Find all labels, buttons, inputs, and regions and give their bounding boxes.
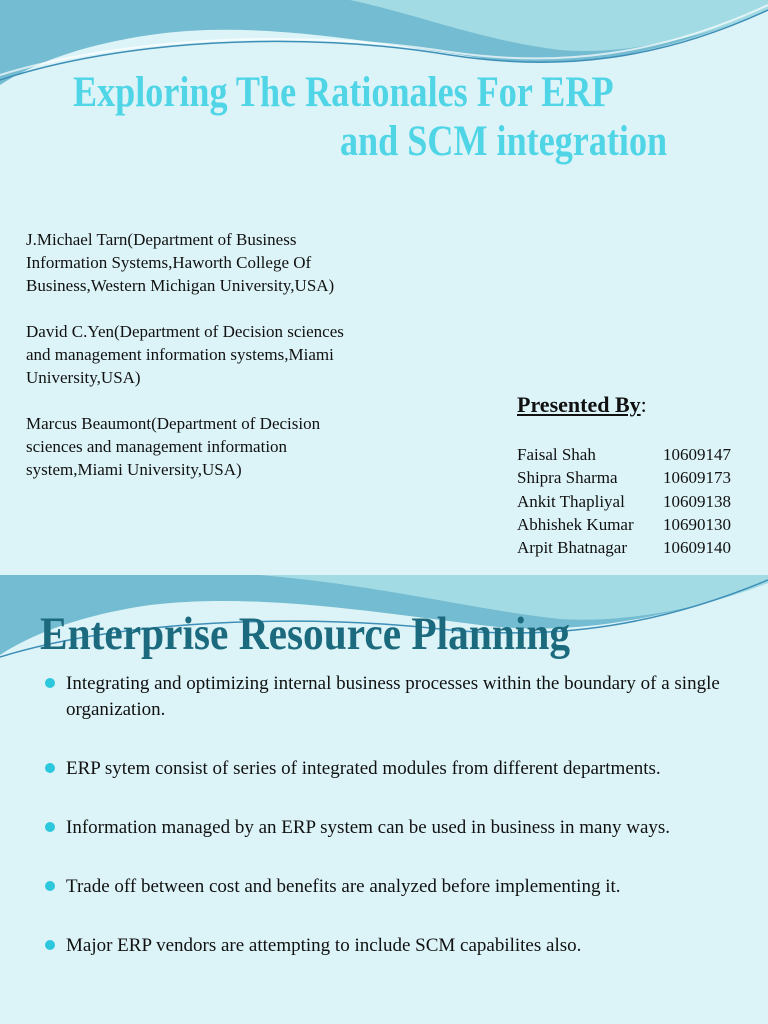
bullet-item: ERP sytem consist of series of integrated modules from different departments. bbox=[45, 756, 745, 782]
slide-title: Enterprise Resource Planning bbox=[40, 608, 571, 660]
bullet-list bbox=[45, 671, 745, 992]
bullet-item: Trade off between cost and benefits are analyzed before implementing it. bbox=[45, 874, 745, 900]
bullet-dot-icon bbox=[45, 678, 55, 688]
author: David C.Yen(Department of Decision sciences and management information systems,Miami University,USA) bbox=[26, 322, 344, 387]
bullet-dot-icon bbox=[45, 940, 55, 950]
bullet-item: Integrating and optimizing internal business processes within the boundary of a single organization. bbox=[45, 671, 745, 723]
bullet-dot-icon bbox=[45, 881, 55, 891]
author: J.Michael Tarn(Department of Business Information Systems,Haworth College Of Business,Western Michigan University,USA) bbox=[26, 230, 335, 295]
presented-by-heading: Presented By: bbox=[517, 392, 647, 417]
erp-slide bbox=[0, 575, 768, 1024]
author: Marcus Beaumont(Department of Decision sciences and management information system,Miami University,USA) bbox=[26, 414, 321, 479]
team-member: Arpit Bhatnagar 10609140 bbox=[517, 538, 731, 558]
bullet-item: Information managed by an ERP system can be used in business in many ways. bbox=[45, 815, 745, 841]
team-member: Faisal Shah 10609147 bbox=[517, 445, 731, 464]
team-list bbox=[517, 443, 731, 559]
bullet-dot-icon bbox=[45, 763, 55, 773]
slide-title-line1: Exploring The Rationales For ERP bbox=[73, 69, 614, 116]
bullet-item: Major ERP vendors are attempting to include SCM capabilites also. bbox=[45, 933, 745, 959]
team-member: Shipra Sharma 10609173 bbox=[517, 468, 731, 488]
bullet-dot-icon bbox=[45, 822, 55, 832]
authors-list bbox=[26, 228, 366, 504]
slide-title-line2: and SCM integration bbox=[340, 118, 668, 165]
team-member: Abhishek Kumar 10690130 bbox=[517, 514, 731, 534]
team-member: Ankit Thapliyal 10609138 bbox=[517, 491, 731, 511]
